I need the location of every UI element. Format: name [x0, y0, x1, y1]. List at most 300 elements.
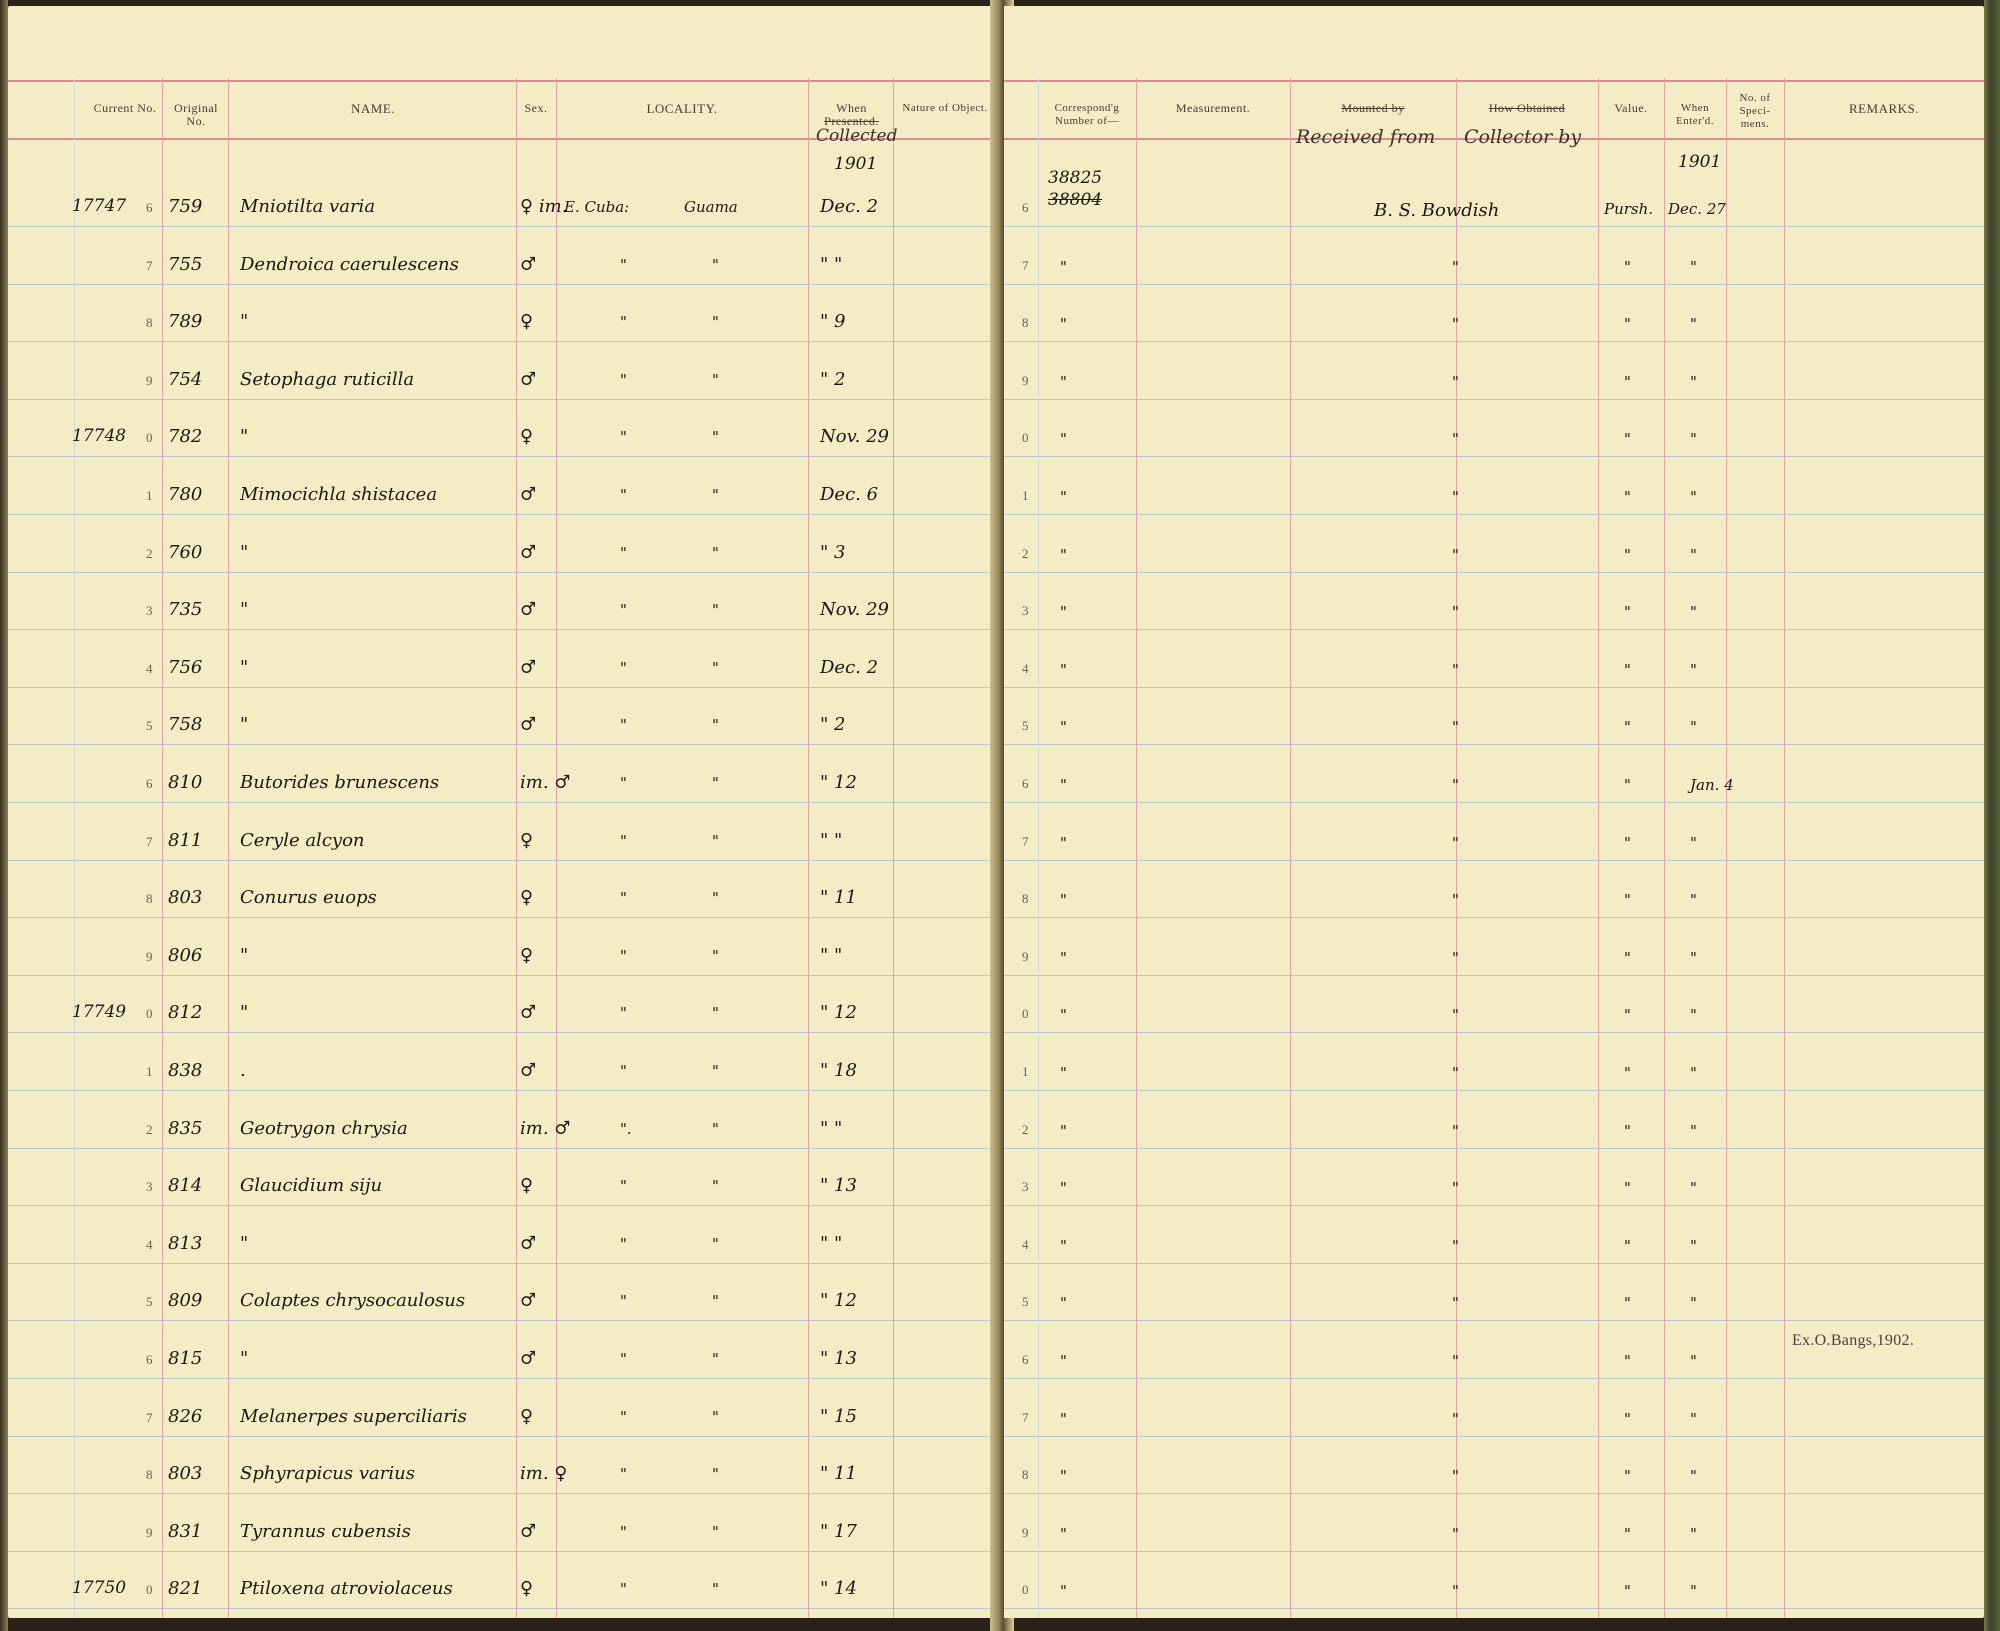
value: " [1624, 1179, 1631, 1197]
ruled-line [1004, 1205, 1984, 1206]
row-digit: 9 [146, 949, 153, 964]
hdr-collector-by: Collector by [1464, 126, 1582, 148]
how-obtained-ditto: " [1452, 949, 1459, 967]
year-left: 1901 [834, 154, 878, 174]
date-collected: " " [820, 1233, 843, 1254]
how-obtained-ditto: " [1452, 834, 1459, 852]
ruled-line [8, 917, 998, 918]
sex: ♀ [520, 426, 534, 447]
ruled-line [1004, 629, 1984, 630]
date-collected: " " [820, 254, 843, 275]
date-entered: " [1690, 1352, 1697, 1370]
row-digit: 9 [146, 373, 153, 388]
hdr-current-no: Current No. [93, 101, 157, 115]
original-no: 813 [168, 1233, 203, 1254]
row-digit: 0 [1022, 430, 1029, 445]
correspond-ditto: " [1060, 1064, 1067, 1082]
value: " [1624, 258, 1631, 276]
current-no: 17747 [72, 196, 127, 216]
date-collected: " 3 [820, 542, 846, 563]
row-digit: 5 [146, 718, 153, 733]
sex: ♂ [520, 1060, 537, 1081]
row-digit: 2 [1022, 546, 1029, 561]
date-collected: " 15 [820, 1406, 857, 1427]
how-obtained-ditto: " [1452, 1467, 1459, 1485]
date-entered: " [1690, 1122, 1697, 1140]
row-digit: 9 [146, 1525, 153, 1540]
date-entered: " [1690, 1237, 1697, 1255]
locality-1: " [620, 1177, 627, 1195]
current-no: 17750 [72, 1578, 127, 1598]
original-no: 806 [168, 945, 203, 966]
correspond-ditto: " [1060, 1179, 1067, 1197]
col-rule [74, 78, 75, 1618]
year-right: 1901 [1678, 152, 1722, 172]
correspond-ditto: " [1060, 1410, 1067, 1428]
locality-2: " [712, 1235, 719, 1253]
locality-1: " [620, 486, 627, 504]
row-digit: 4 [146, 1237, 153, 1252]
date-collected: Nov. 29 [820, 599, 889, 620]
row-digit: 7 [1022, 1410, 1029, 1425]
value: " [1624, 1006, 1631, 1024]
how-obtained-ditto: " [1452, 1525, 1459, 1543]
value: " [1624, 718, 1631, 736]
correspond-ditto: " [1060, 1352, 1067, 1370]
remark-stamp: Ex.O.Bangs,1902. [1792, 1332, 1915, 1349]
locality-2: " [712, 1350, 719, 1368]
value: " [1624, 1410, 1631, 1428]
row-digit: 1 [1022, 488, 1029, 503]
ruled-line [1004, 399, 1984, 400]
col-rule [1598, 78, 1599, 1618]
how-obtained-ditto: " [1452, 1122, 1459, 1140]
ruled-line [1004, 687, 1984, 688]
row-digit: 3 [146, 603, 153, 618]
date-collected: " 12 [820, 1290, 857, 1311]
date-collected: " 2 [820, 714, 846, 735]
locality-1: " [620, 1004, 627, 1022]
row-digit: 8 [1022, 315, 1029, 330]
ruled-line [8, 1148, 998, 1149]
col-rule [162, 78, 163, 1618]
date-entered: " [1690, 718, 1697, 736]
date-collected: " 11 [820, 1463, 857, 1484]
date-entered: " [1690, 891, 1697, 909]
row-digit: 6 [146, 776, 153, 791]
correspond-ditto: " [1060, 1467, 1067, 1485]
sex: ♂ [520, 1348, 537, 1369]
value: " [1624, 949, 1631, 967]
locality-2: " [712, 1523, 719, 1541]
locality-1: ". [620, 1120, 632, 1138]
original-no: 760 [168, 542, 203, 563]
hdr-collected: Collected [816, 126, 898, 146]
date-collected: " 17 [820, 1521, 857, 1542]
sex: ♂ [520, 1290, 537, 1311]
value: " [1624, 1352, 1631, 1370]
ruled-line [1004, 572, 1984, 573]
ruled-line [8, 687, 998, 688]
value: " [1624, 1582, 1631, 1600]
row-digit: 6 [146, 1352, 153, 1367]
sex: ♂ [520, 1233, 537, 1254]
locality-2: " [712, 1004, 719, 1022]
ruled-line [8, 226, 998, 227]
how-obtained-ditto: B. S. Bowdish [1374, 200, 1500, 221]
row-digit: 2 [146, 1122, 153, 1137]
row-digit: 5 [1022, 1294, 1029, 1309]
ruled-line [8, 284, 998, 285]
locality-1: " [620, 544, 627, 562]
sex: ♀ [520, 945, 534, 966]
hdr-when [810, 102, 893, 128]
specimen-name: Mniotilta varia [240, 196, 376, 217]
row-digit: 7 [146, 834, 153, 849]
locality-2: " [712, 1580, 719, 1598]
col-rule [1290, 78, 1291, 1618]
specimen-name: Tyrannus cubensis [240, 1521, 411, 1542]
ruled-line [8, 1320, 998, 1321]
locality-1: " [620, 1465, 627, 1483]
sex: ♂ [520, 484, 537, 505]
col-rule [1784, 78, 1785, 1618]
col-rule [516, 78, 517, 1618]
locality-1: " [620, 832, 627, 850]
sex: ♂ [520, 599, 537, 620]
sex: ♀ [520, 887, 534, 908]
row-digit: 0 [146, 1582, 153, 1597]
ruled-line [1004, 226, 1984, 227]
date-collected: " " [820, 1118, 843, 1139]
ruled-line [8, 975, 998, 976]
date-collected: " 12 [820, 772, 857, 793]
value: " [1624, 776, 1631, 794]
sex: ♀ [520, 311, 534, 332]
ruled-line [1004, 284, 1984, 285]
row-digit: 8 [1022, 1467, 1029, 1482]
how-obtained-ditto: " [1452, 1294, 1459, 1312]
ruled-line [8, 1551, 998, 1552]
hdr-when-entered: When Enter'd. [1675, 102, 1715, 127]
locality-2: " [712, 832, 719, 850]
ruled-line [1004, 1436, 1984, 1437]
correspond-ditto: " [1060, 373, 1067, 391]
correspond-ditto: " [1060, 258, 1067, 276]
row-digit: 7 [146, 258, 153, 273]
original-no: 789 [168, 311, 203, 332]
current-no: 17748 [72, 426, 127, 446]
sex: ♂ [520, 542, 537, 563]
ruled-line [1004, 1032, 1984, 1033]
locality-1: " [620, 889, 627, 907]
correspond-number-top: 38825 [1048, 168, 1103, 188]
locality-2: " [712, 601, 719, 619]
how-obtained-ditto: " [1452, 1410, 1459, 1428]
row-digit: 7 [146, 1410, 153, 1425]
date-entered: " [1690, 1064, 1697, 1082]
correspond-ditto: " [1060, 834, 1067, 852]
sex: ♀ [520, 1578, 534, 1599]
ruled-line [8, 1032, 998, 1033]
ruled-line [1004, 514, 1984, 515]
date-collected: " 2 [820, 369, 846, 390]
hdr-value: Value. [1614, 101, 1648, 115]
ruled-line [1004, 860, 1984, 861]
original-no: 759 [168, 196, 203, 217]
row-digit: 4 [1022, 1237, 1029, 1252]
value: " [1624, 603, 1631, 621]
row-digit: 3 [146, 1179, 153, 1194]
date-collected: " 18 [820, 1060, 857, 1081]
specimen-name: " [240, 1348, 249, 1369]
how-obtained-ditto: " [1452, 315, 1459, 333]
ruled-line [1004, 1090, 1984, 1091]
ruled-line [8, 1493, 998, 1494]
correspond-ditto: " [1060, 1582, 1067, 1600]
locality-1: " [620, 947, 627, 965]
how-obtained-ditto: " [1452, 488, 1459, 506]
how-obtained-ditto: " [1452, 1237, 1459, 1255]
locality-2: " [712, 544, 719, 562]
hdr-nature-of-object: Nature of Object. [902, 102, 988, 114]
row-digit: 5 [146, 1294, 153, 1309]
correspond-ditto: " [1060, 949, 1067, 967]
date-collected: Nov. 29 [820, 426, 889, 447]
locality-2: " [712, 256, 719, 274]
locality-2: " [712, 486, 719, 504]
date-collected: " 13 [820, 1348, 857, 1369]
row-digit: 1 [1022, 1064, 1029, 1079]
specimen-name: Dendroica caerulescens [240, 254, 459, 275]
hdr-original-no: Original No. [174, 101, 218, 128]
correspond-ditto: " [1060, 1525, 1067, 1543]
locality-1: " [620, 1292, 627, 1310]
specimen-name: Setophaga ruticilla [240, 369, 415, 390]
ruled-line [1004, 1378, 1984, 1379]
locality-2: " [712, 1177, 719, 1195]
original-no: 758 [168, 714, 203, 735]
date-entered: " [1690, 373, 1697, 391]
date-entered: Dec. 27 [1668, 200, 1726, 218]
ruled-line [1004, 1608, 1984, 1609]
specimen-name: Ptiloxena atroviolaceus [240, 1578, 453, 1599]
how-obtained-ditto: " [1452, 546, 1459, 564]
date-entered: " [1690, 949, 1697, 967]
sex: ♂ [520, 657, 537, 678]
sex: ♀ [520, 830, 534, 851]
how-obtained-ditto: " [1452, 1179, 1459, 1197]
sex: im. ♀ [520, 1463, 568, 1484]
date-entered: " [1690, 430, 1697, 448]
ruled-line [8, 802, 998, 803]
col-rule [1038, 78, 1039, 1618]
row-digit: 9 [1022, 373, 1029, 388]
original-no: 755 [168, 254, 203, 275]
specimen-name: " [240, 945, 249, 966]
sex: im. ♂ [520, 1118, 571, 1139]
row-digit: 8 [146, 1467, 153, 1482]
row-digit: 0 [1022, 1006, 1029, 1021]
date-entered: Jan. 4 [1690, 776, 1734, 794]
row-digit: 5 [1022, 718, 1029, 733]
hdr-name: NAME. [350, 101, 396, 116]
specimen-name: Sphyrapicus varius [240, 1463, 415, 1484]
date-entered: " [1690, 1179, 1697, 1197]
col-rule [893, 78, 894, 1618]
specimen-name: Melanerpes superciliaris [240, 1406, 467, 1427]
correspond-ditto: " [1060, 661, 1067, 679]
row-digit: 1 [146, 488, 153, 503]
specimen-name: " [240, 1002, 249, 1023]
row-digit: 9 [1022, 949, 1029, 964]
locality-1: " [620, 313, 627, 331]
row-digit: 0 [146, 1006, 153, 1021]
locality-2: " [712, 889, 719, 907]
locality-1: " [620, 428, 627, 446]
hdr-locality: LOCALITY. [646, 101, 718, 116]
value: Pursh. [1604, 200, 1654, 218]
hdr-presented-struck: Presented. [824, 114, 879, 128]
original-no: 821 [168, 1578, 203, 1599]
specimen-name: " [240, 542, 249, 563]
original-no: 838 [168, 1060, 203, 1081]
locality-2: " [712, 1062, 719, 1080]
specimen-name: Glaucidium siju [240, 1175, 383, 1196]
date-entered: " [1690, 546, 1697, 564]
how-obtained-ditto: " [1452, 1064, 1459, 1082]
col-rule [228, 78, 229, 1618]
row-digit: 4 [146, 661, 153, 676]
ruled-line [1004, 341, 1984, 342]
hdr-sex: Sex. [524, 101, 548, 115]
ruled-line [8, 1378, 998, 1379]
hdr-received-from: Received from [1296, 126, 1436, 148]
date-entered: " [1690, 603, 1697, 621]
date-entered: " [1690, 1525, 1697, 1543]
value: " [1624, 1237, 1631, 1255]
correspond-ditto: " [1060, 718, 1067, 736]
specimen-name: Butorides brunescens [240, 772, 440, 793]
col-rule [808, 78, 809, 1618]
ruled-line [8, 629, 998, 630]
hdr-remarks: REMARKS. [1848, 101, 1920, 116]
date-entered: " [1690, 1467, 1697, 1485]
date-entered: " [1690, 1582, 1697, 1600]
original-no: 810 [168, 772, 203, 793]
correspond-ditto: " [1060, 603, 1067, 621]
ruled-line [1004, 802, 1984, 803]
specimen-name: Conurus euops [240, 887, 377, 908]
ruled-line [1004, 456, 1984, 457]
hdr-when-label: When [836, 101, 867, 115]
value: " [1624, 834, 1631, 852]
row-digit: 6 [1022, 200, 1029, 215]
ledger-page-left [8, 6, 998, 1618]
ruled-line [8, 1263, 998, 1264]
locality-1: " [620, 716, 627, 734]
specimen-name: " [240, 426, 249, 447]
date-entered: " [1690, 661, 1697, 679]
original-no: 811 [168, 830, 203, 851]
specimen-name: " [240, 657, 249, 678]
date-entered: " [1690, 258, 1697, 276]
current-no: 17749 [72, 1002, 127, 1022]
value: " [1624, 1467, 1631, 1485]
how-obtained-ditto: " [1452, 891, 1459, 909]
hdr-measurement: Measurement. [1175, 101, 1251, 115]
date-entered: " [1690, 1006, 1697, 1024]
ruled-line [8, 514, 998, 515]
date-collected: " 11 [820, 887, 857, 908]
row-digit: 3 [1022, 603, 1029, 618]
date-collected: " 9 [820, 311, 846, 332]
original-no: 782 [168, 426, 203, 447]
original-no: 754 [168, 369, 203, 390]
locality-1: " [620, 1580, 627, 1598]
row-digit: 9 [1022, 1525, 1029, 1540]
locality-1: " [620, 1523, 627, 1541]
ruled-line [8, 1090, 998, 1091]
how-obtained-ditto: " [1452, 1582, 1459, 1600]
correspond-number-struck: 38804 [1048, 190, 1103, 210]
original-no: 815 [168, 1348, 203, 1369]
row-digit: 1 [146, 1064, 153, 1079]
row-digit: 6 [1022, 1352, 1029, 1367]
locality-2: " [712, 659, 719, 677]
value: " [1624, 315, 1631, 333]
original-no: 735 [168, 599, 203, 620]
value: " [1624, 1294, 1631, 1312]
ruled-line [8, 572, 998, 573]
original-no: 835 [168, 1118, 203, 1139]
original-no: 803 [168, 1463, 203, 1484]
ledger-page-right [1004, 6, 1984, 1618]
how-obtained-ditto: " [1452, 373, 1459, 391]
locality-1: " [620, 659, 627, 677]
value: " [1624, 546, 1631, 564]
date-collected: " " [820, 945, 843, 966]
row-digit: 8 [146, 315, 153, 330]
correspond-ditto: " [1060, 1294, 1067, 1312]
locality-1: " [620, 371, 627, 389]
date-collected: Dec. 2 [820, 657, 879, 678]
col-rule [556, 78, 557, 1618]
header-top-rule [1004, 80, 1984, 82]
ruled-line [1004, 1148, 1984, 1149]
row-digit: 7 [1022, 834, 1029, 849]
locality-2: Guama [684, 198, 738, 216]
locality-1: " [620, 1350, 627, 1368]
correspond-ditto: " [1060, 488, 1067, 506]
row-digit: 2 [1022, 1122, 1029, 1137]
original-no: 826 [168, 1406, 203, 1427]
correspond-ditto: " [1060, 1237, 1067, 1255]
locality-1: " [620, 774, 627, 792]
correspond-ditto: " [1060, 430, 1067, 448]
hdr-mounted-by: Mounted by [1341, 101, 1405, 115]
date-entered: " [1690, 834, 1697, 852]
ruled-line [1004, 1263, 1984, 1264]
date-collected: Dec. 2 [820, 196, 879, 217]
specimen-name: " [240, 714, 249, 735]
row-digit: 8 [1022, 891, 1029, 906]
ruled-line [1004, 1320, 1984, 1321]
row-digit: 6 [146, 200, 153, 215]
how-obtained-ditto: " [1452, 776, 1459, 794]
correspond-ditto: " [1060, 1122, 1067, 1140]
date-collected: " 13 [820, 1175, 857, 1196]
